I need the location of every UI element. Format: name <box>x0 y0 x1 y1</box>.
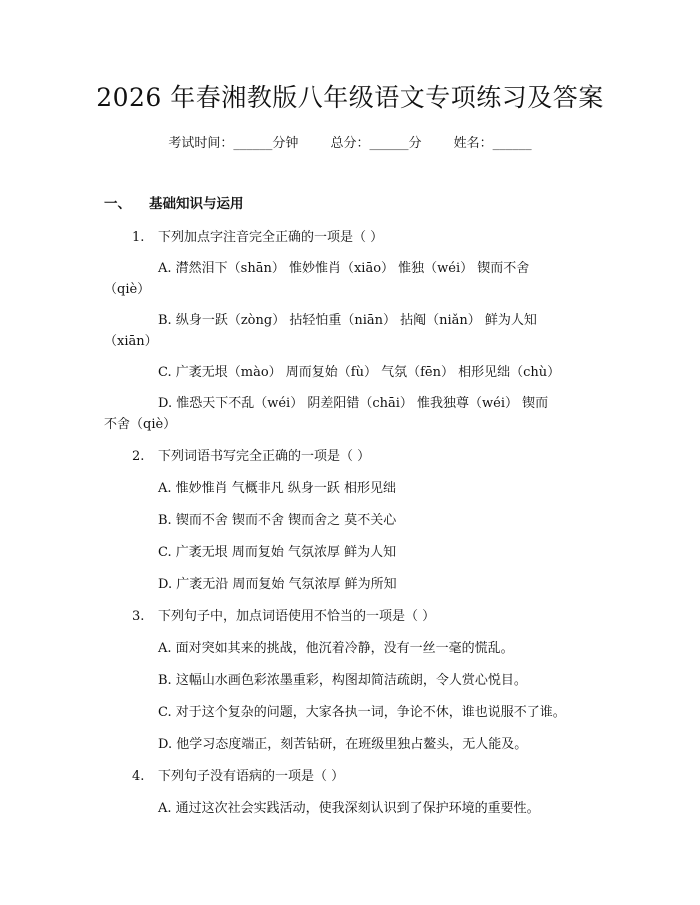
option-line: D. 他学习态度端正，刻苦钻研，在班级里独占鳌头，无人能及。 <box>158 737 528 752</box>
section-heading <box>104 192 244 212</box>
question-text: 下列词语书写完全正确的一项是（ ） <box>158 449 371 464</box>
option-continuation: （qiè） <box>104 282 151 297</box>
option-line: A. 惟妙惟肖 气概非凡 纵身一跃 相形见绌 <box>158 481 397 496</box>
question-text: 下列句子没有语病的一项是（ ） <box>158 769 345 784</box>
option-line: C. 广袤无垠 周而复始 气氛浓厚 鲜为人知 <box>158 545 397 560</box>
question-stem <box>132 445 370 464</box>
option-line: B. 锲而不舍 锲而不舍 锲而舍之 莫不关心 <box>158 513 397 528</box>
question-number: 2. <box>132 449 145 464</box>
option-line: A. 面对突如其来的挑战，他沉着冷静，没有一丝一毫的慌乱。 <box>158 641 514 656</box>
section-title: 基础知识与运用 <box>149 196 244 212</box>
option-line: A. 潸然泪下（shān） 惟妙惟肖（xiāo） 惟独（wéi） 锲而不舍 <box>158 261 530 276</box>
option-continuation: 不舍（qiè） <box>104 417 177 432</box>
student-name-field: 姓名：______ <box>453 136 532 151</box>
question-stem <box>132 605 435 624</box>
option-line: C. 广袤无垠（mào） 周而复始（fù） 气氛（fēn） 相形见绌（chù） <box>158 365 561 380</box>
question-number: 3. <box>132 609 145 624</box>
question-text: 下列句子中，加点词语使用不恰当的一项是（ ） <box>158 609 436 624</box>
option-line: D. 惟恐天下不乱（wéi） 阴差阳错（chāi） 惟我独尊（wéi） 锲而 <box>158 396 549 411</box>
question-stem <box>132 226 383 245</box>
question-number: 4. <box>132 769 145 784</box>
option-line: A. 通过这次社会实践活动，使我深刻认识到了保护环境的重要性。 <box>158 801 540 816</box>
section-number: 一、 <box>104 196 131 212</box>
option-line: B. 纵身一跃（zòng） 拈轻怕重（niān） 拈阄（niǎn） 鲜为人知 <box>158 313 537 328</box>
page-title: 2026 年春湘教版八年级语文专项练习及答案 <box>96 83 604 112</box>
question-stem <box>132 765 344 784</box>
option-line: B. 这幅山水画色彩浓墨重彩，构图却简洁疏朗，令人赏心悦目。 <box>158 673 527 688</box>
option-line: C. 对于这个复杂的问题，大家各执一词，争论不休，谁也说服不了谁。 <box>158 705 566 720</box>
question-text: 下列加点字注音完全正确的一项是（ ） <box>158 230 384 245</box>
option-line: D. 广袤无沿 周而复始 气氛浓厚 鲜为所知 <box>158 577 397 592</box>
exam-meta <box>0 132 700 151</box>
exam-time-field: 考试时间：______分钟 <box>168 136 299 151</box>
question-number: 1. <box>132 230 145 245</box>
total-score-field: 总分：______分 <box>330 136 422 151</box>
option-continuation: （xiān） <box>104 334 158 349</box>
